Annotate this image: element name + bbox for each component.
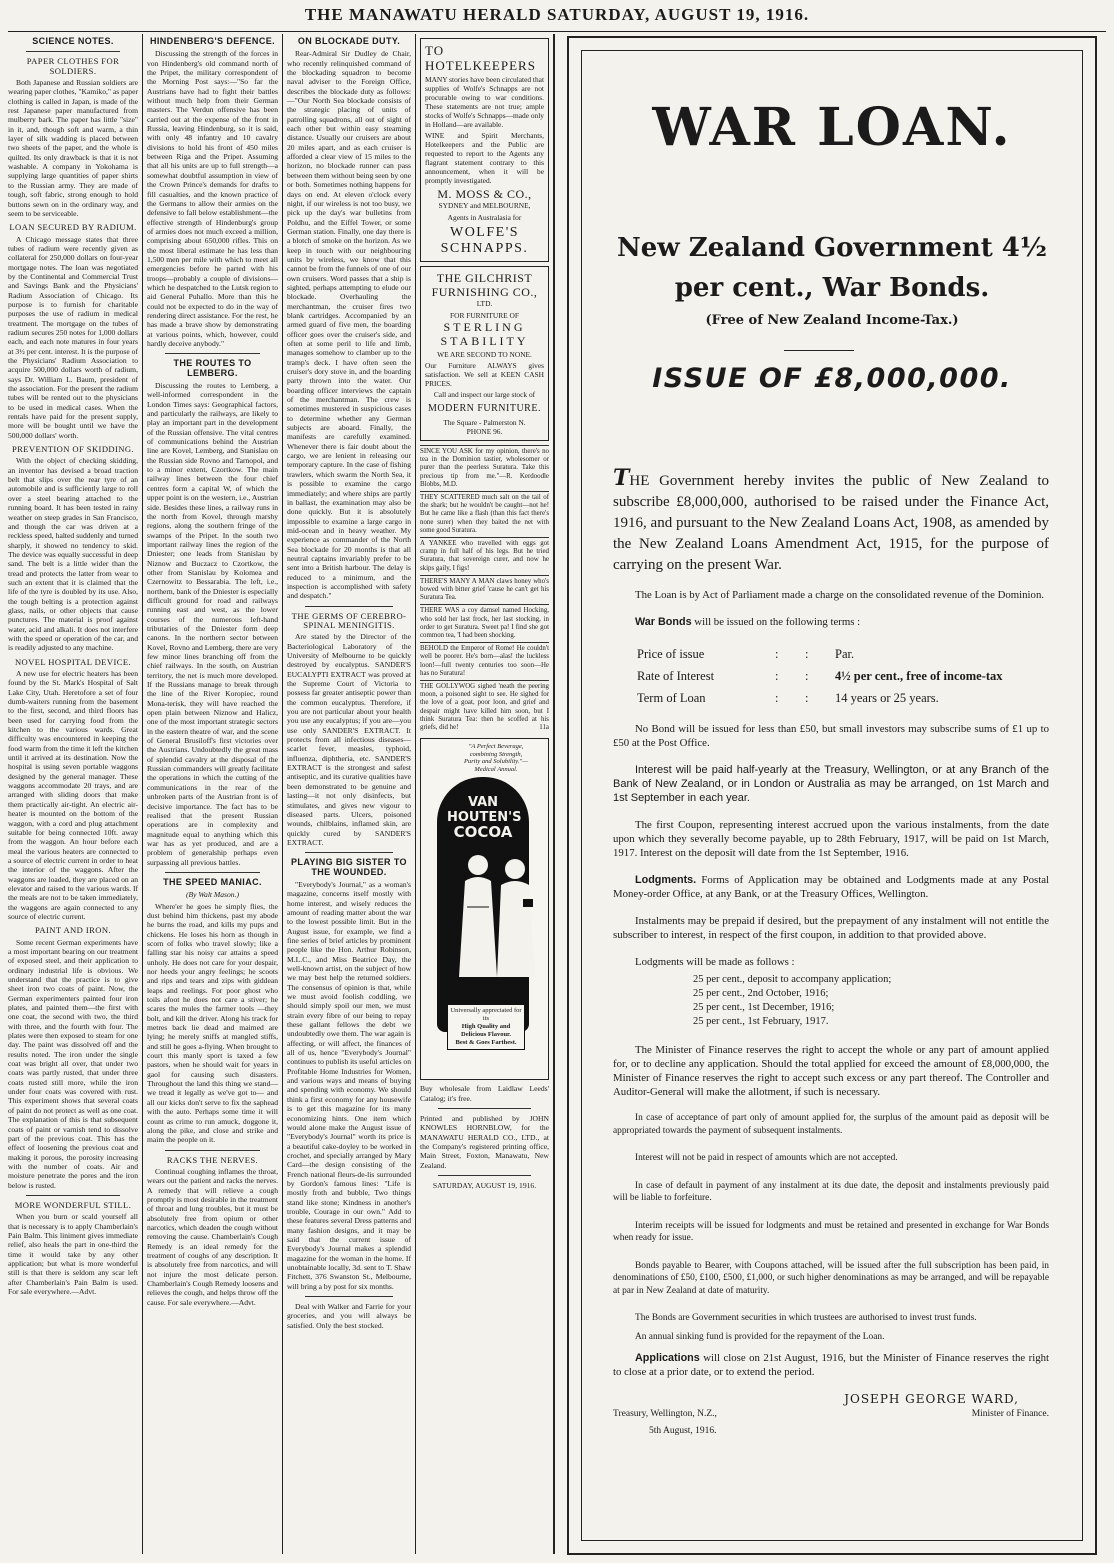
cocoa-brand-line: COCOA [453, 823, 513, 842]
term-sep: : [805, 669, 809, 683]
paragraph [613, 615, 1049, 629]
subtitle-line: New Zealand Government 4½ [617, 233, 1047, 263]
subtitle-line: per cent., War Bonds. [674, 273, 990, 303]
cocoa-tagline: "A Perfect Beverage, combining Strength, Purity and Solubility."— Medical Annual. [464, 743, 528, 773]
article-title: LOAN SECURED BY RADIUM. [9, 222, 137, 233]
paragraph: In case of default in payment of any instalment at its due date, the deposit and instalments previously paid will be liable to forfeiture. [613, 1180, 1049, 1203]
article-title: THE GERMS OF CEREBRO-SPINAL MENINGITIS. [291, 610, 407, 630]
term-value: 4½ per cent., free of income-tax [835, 669, 1003, 683]
war-loan-subtitle [569, 228, 1095, 308]
divider [305, 606, 393, 607]
tax-free-note: (Free of New Zealand Income-Tax.) [705, 313, 959, 328]
paragraph: Instalments may be prepaid if desired, but the prepayment of any instalment will not entitle the subscriber to interest, in respect of the first coupon, in addition to that provided above. [613, 915, 1049, 941]
signature-block [613, 1408, 1049, 1421]
cocoa-footer-line: High Quality and Delicious Flavour. [461, 1023, 511, 1039]
ad-gilchrist-furnishing [420, 266, 549, 441]
quip-text: THE GOLLYWOG sighed 'neath the peering moon, a poisoned sight to see. He sighed for the love of a goat, poor loon, and grief and despair might have killed him soon, but I think Suratura Tea: then he scoffed at his griefs, did he! [420, 683, 549, 732]
ad-text: MANY stories have been circulated that supplies of Wolfe's Schnapps are not procurable owing to war conditions. These statements are not true; ample stocks of Wolfe's Schnapps—made only in Holland—are available. [425, 75, 544, 129]
quip-tag: 11a [539, 724, 549, 732]
paragraph: Interest will not be paid in respect of amounts which are not accepted. [635, 1153, 898, 1163]
ad-firm: THE GILCHRIST [436, 271, 533, 285]
article-title: PAINT AND IRON. [35, 925, 111, 936]
paragraph: The Loan is by Act of Parliament made a charge on the consolidated revenue of the Dominion. [635, 589, 1045, 601]
ad-address: The Square - Palmerston N. [443, 418, 526, 427]
divider [438, 1108, 531, 1109]
ad-van-houtens-cocoa [420, 738, 549, 1080]
ad-heading: TO HOTELKEEPERS [425, 43, 536, 73]
lead-paragraph [613, 465, 1049, 576]
paragraph: In case of acceptance of part only of amount applied for, the surplus of the amount paid as deposit will be appropriated towards the payment of subsequent instalments. [613, 1113, 1049, 1136]
ad-phone: PHONE 96. [466, 427, 503, 436]
divider [165, 353, 260, 354]
terms-row [637, 688, 1009, 708]
paragraph-text: will be issued on the following terms : [694, 616, 861, 628]
cocoa-buy-note: Buy wholesale from Laidlaw Leeds' Catalog; it's free. [420, 1084, 549, 1103]
paragraph: Interest will be paid half-yearly at the Treasury, Wellington, or at any Branch of the Bank of New Zealand, or in London or Australia as may be arranged, on 1st March and 1st September in each year. [613, 764, 1049, 804]
article-body: A new use for electric heaters has been found by the St. Mark's Hospital of Salt Lake City, Utah. Heretofore a set of four dumb-waiters running from the basement to the first, second, and third floors has been used for carrying food from the kitchen to the various wards. Great difficulty was encountered in keeping the food warm from the time it left the kitchen until it arrived at its destination. Now the hospital is using seven portable waggons designed by the general manager. These waggons accommodate 20 trays, and are arranged with sliding doors that make them practically air-tight. An electric air-heater is mounted on the bottom of the waggon, with a cord and plug attachment suitable for being connected 10ft. away from the waggon. An hour before each meal the various heaters are connected to a source of electric current in order to heat the interior of the waggons. After the waggons are loaded, they are placed on an elevator and raised to the various wards. If the meals are not to be taken immediately, the waggons are again connected to any source of electric current. [8, 669, 138, 921]
schedule-item: 25 per cent., 1st December, 1916; [693, 1002, 835, 1013]
war-loan-title: WAR LOAN. [652, 97, 1012, 158]
divider [26, 1195, 120, 1196]
section-heading: HINDENBERG'S DEFENCE. [149, 36, 276, 46]
ad-call: Call and inspect our large stock of [433, 390, 536, 399]
section-heading: ON BLOCKADE DUTY. [297, 36, 401, 46]
article-title: RACKS THE NERVES. [166, 1154, 259, 1165]
paragraph: Bonds payable to Bearer, with Coupons attached, will be issued after the full subscription has been paid, in denominations of £50, £100, £500, £1,000, or such higher denominations as may be arranged, and will be repayable at par in New Zealand at date of maturity. [613, 1260, 1049, 1296]
divider [305, 1296, 393, 1297]
term-value: 14 years or 25 years. [835, 691, 939, 705]
column-adverts [420, 34, 549, 1556]
war-loan-body [613, 465, 1050, 1438]
suratura-quip: THERE'S MANY A MAN claws honey who's bowed with bitter grief 'cause he can't get his Suratura Tea. [420, 575, 549, 605]
term-label: Price of issue [637, 647, 705, 661]
ad-city: SYDNEY and MELBOURNE, [438, 201, 531, 210]
column-rule [282, 34, 283, 1554]
terms-row [637, 666, 1009, 686]
article-body: Discussing the strength of the forces in von Hindenberg's old command north of the Pripet, the military correspondent of the Morning Post says:—"So far the Austrians have had to fight their battles without much help from their German masters. The Verdun offensive has been carried out at the expense of the front in Russia, leaving Hindenburg, so it is said, with only 48 infantry and 10 cavalry divisions to hold his front of 450 miles between Riga and the Pripet. Assuming that all his units are up to full strength—a somewhat doubtful assumption in view of the Crown Prince's demands for drafts to fill casualties, and the known practice of the Germans to allow their armies on the defensive to fall below establishment—the effective strength of Hindenburg's group of armies does not much exceed a million, comprising about 650,000 rifles. This on the most liberal estimate he has less than 1,500 men per mile with which to meet all emergencies before he parted with his troops—probably a couple of divisions—which he despatched to the Lutsk region to aid General Puhallo. More than this he could not be expected to do in the way of rendering direct assistance. For the rest, he has made a brave show by demonstrating at various points, which, however, could hardly deceive anybody." [147, 49, 278, 348]
paragraph: The first Coupon, representing interest accrued upon the various instalments, from the date upon which they severally become payable, up to 28th February, 1917, will be paid on 1st March, 1917. Interest on the deposit will date from the 1st September, 1916. [613, 819, 1049, 859]
article-body: A Chicago message states that three tubes of radium were recently given as collateral for 250,000 dollars on four-year mortgage notes. The loan was negotiated by the Continental and Commercial Trust and Savings Bank and the Physicians' Radium Association of Chicago. Its purpose is to furnish for charitable purposes the use of radium in medical treatment. The mortgage on the tubes of radium secures 250 notes for 1,000 dollars each, and each note matures in four years at 3½ per cent. interest. It is the purpose of the Physicians' Radium Association to acquire 500,000 dollars worth of radium, says Dr. William L. Baum, president of the association. For the present the radium tubes will be rented out to the physicians to be used in medical cases. When the rentals have paid for the present supply, more will be bought until we have the 500,000 dollars' worth. [8, 234, 138, 440]
divider [305, 852, 393, 853]
column-rule [553, 34, 555, 1554]
cocoa-brand-line: HOUTEN'S [447, 810, 522, 826]
ad-for: FOR FURNITURE OF [450, 311, 519, 320]
term-sep: : [805, 647, 809, 661]
article-title: THE SPEED MANIAC. [163, 876, 262, 887]
ad-agents: Agents in Australasia for [447, 213, 522, 222]
divider [438, 1175, 531, 1176]
column-blockade [287, 34, 411, 1556]
bold-lead: War Bonds [635, 616, 692, 628]
imprint-date: SATURDAY, AUGUST 19, 1916. [432, 1181, 537, 1191]
date: 5th August, 1916. [649, 1426, 717, 1436]
column-rule [415, 34, 416, 1554]
section-heading: SCIENCE NOTES. [32, 36, 114, 46]
drop-cap: T [613, 465, 630, 491]
column-hindenberg [147, 34, 278, 1556]
ad-text: Our Furniture ALWAYS gives satisfaction. We sell at KEEN CASH PRICES. [425, 361, 544, 388]
paragraph-text: Forms of Application may be obtained and Lodgments made at any Postal Money-order Office, at any Bank, or at the Treasury Offices, Wellington. [613, 874, 1049, 900]
bond-terms-table [635, 642, 1011, 710]
article-body: Continual coughing inflames the throat, wears out the patient and racks the nerves. A remedy that will relieve a cough promptly is most desirable in the treatment of throat and lung troubles, but it must be absolutely free from opium or other narcotics, which deaden the cough without removing the cause. Chamberlain's Cough Remedy is an ideal remedy for the treatment of coughs of any description. It is absolutely free from narcotics, and will not injure the most delicate person. Chamberlain's Cough Remedy loosens and relieves the cough, and helps throw off the cause. For sale everywhere.—Advt. [147, 1166, 278, 1307]
article-body: When you burn or scald yourself all that is necessary is to apply Chamberlain's Pain Balm. This liniment gives immediate relief, also heals the part in one-third the time it would take by any other application; but what is more wonderful still is that there is seldom any scar left after Chamberlain's Pain Balm is used. For sale everywhere.—Advt. [8, 1212, 138, 1296]
divider [165, 872, 260, 873]
cocoa-brand-line: VAN [467, 795, 499, 811]
ad-firm: M. MOSS & CO., [437, 187, 532, 201]
woman-figure-illustration [493, 847, 543, 987]
schedule-item: 25 per cent., deposit to accompany application; [693, 974, 892, 985]
ad-brand: WOLFE'S SCHNAPPS. [440, 225, 529, 256]
cocoa-footer [447, 1004, 525, 1050]
ad-text: WINE and Spirit Merchants, Hotelkeepers and the Public are requested to report to the Agents any flagrant statement contrary to this announcement, when it will be promptly investigated. [425, 131, 544, 185]
divider [26, 51, 120, 52]
cocoa-footer-line: Best & Goes Farthest. [455, 1039, 517, 1047]
article-title: NOVEL HOSPITAL DEVICE. [14, 656, 132, 667]
suratura-quip [420, 680, 549, 734]
term-label: Rate of Interest [637, 669, 715, 683]
article-body: Some recent German experiments have a most important bearing on our treatment of exposed steel, and their application to ordinary industrial life is obvious. We understand that the practice is to give sheet iron two coats of paint. Now, the German experimenters painted four iron plates, and painted them—the first with one coat, the second with two, the third with three, and the fourth with four. The plates were then exposed to steam for one day. The paint was dissolved off and the results noted. The iron under the single coat was bright all over, that under two coats was partly rusted, that under three coats rusted still more, while the iron under four coats was covered with rust. This experiment shows that several coats of paint do not protect as well as one coat. The explanation of this is that subsequent coats of paint or varnish tend to dissolve part of the previous coat. This has the effect of loosening the previous coat and making it porous, the porosity increasing with the number of coats. Air and moisture penetrate the pores and the iron below is rusted. [8, 937, 138, 1190]
suratura-quip: A YANKEE who travelled with eggs got cramp in full half of his legs. But he tried Suratura, that sovereign curer, and now he skips gaily, I figs! [420, 537, 549, 575]
article-body: With the object of checking skidding, an inventor has devised a broad traction belt that slips over the rear tyre of an automobile and is sufficiently large to roll over a steel bearing attached to the running board. It has been tested in rainy weather on steep grades in San Francisco, and though the car was driven at a reckless speed, halted suddenly and turned sharply, it showed no tendency to skid. The device was equally successful in deep sand. The belt is a little wider than the tread and protects the latter from wear to such an extent that it is claimed that the life of the tyre is doubled by its use. Also, the tough belting is a protection against glass, nails, or other objects that cause punctures. The material is proof against water, acid and alkali. It does not interfere with the speed or operation of the car, and is readily adjusted to any machine. [8, 456, 138, 653]
ad-modern: MODERN FURNITURE. [428, 403, 541, 414]
place: Treasury, Wellington, N.Z., [613, 1409, 717, 1419]
paragraph: No Bond will be issued for less than £50, but small investors may subscribe sums of £1 up to £50 at the Post Office. [613, 723, 1049, 749]
article-body: Both Japanese and Russian soldiers are wearing paper clothes, "Kamiko," as paper clothing is called in Japan, is made of the rest Japanese paper manufactured from mulberry bark. The paper has little "size" in it, and, though soft and warm, a thin layer of silk wadding is placed between two sheets of the paper, and the whole is quilted. Its only drawback is that it is not washable. A company in Yokohama is supplying large quantities of paper shirts to the Russian army. They are made of tough, soft fabric, strong enough to hold buttons sewn on in the ordinary way, and seem to be serviceable. [8, 78, 138, 218]
article-title: PLAYING BIG SISTER TO THE WOUNDED. [291, 857, 407, 877]
paragraph [613, 1351, 1049, 1379]
masthead-rule [8, 31, 1106, 32]
article-title: PAPER CLOTHES FOR SOLDIERS. [26, 56, 120, 76]
bold-lead: Lodgments. [635, 874, 697, 886]
lead-text: HE Government hereby invites the public of New Zealand to subscribe £8,000,000, authorised to be raised under the Finance Act, 1916, and pursuant to the New Zealand Loans Act, 1908, as amended by the New Zealand Loans Amendment Act, 1915, for the purpose of carrying on the present War. [613, 473, 1049, 573]
schedule-item: 25 per cent., 1st February, 1917. [693, 1016, 829, 1027]
paragraph: An annual sinking fund is provided for the repayment of the Loan. [635, 1331, 885, 1342]
bold-lead: Applications [635, 1352, 700, 1364]
ad-firm: FURNISHING CO., [431, 285, 538, 299]
cocoa-brand [447, 795, 522, 842]
ad-ltd: LTD. [476, 299, 493, 308]
article-body: Where'er he goes he simply flies, the dust behind him thickens, past my abode he burns the road, and kills my pups and chickens. He loses his horn as though in scorn of folks who travel slowly; like a falling star his noisy car attains a speed unholy. He does not care for your despair, nor heeds your angry feelings; he scoots and rips and tears and zips with giddean leaps and reelings. For poor ghost who toils afoot he does not care a stiver; he scares the mules the farmer tools —they bolt, and kill the driver. Along his track for metres back lie dead and maimed are lying; he merely sniffs at mangled stiffs, and still he goes a-flying. When brought to court this manly sport is taxed a few pastors, when he should wait for years in gaol for causing such disasters. Throughout the land this thing we stand— we tread it legally as we've got to— and all our kicks don't serve to fix the saphead with the auto. Perhaps some time it will count as crime to run amuck, doggone it, along the pike, and close and strike and maim the people on it. [147, 901, 278, 1145]
column-science-notes [8, 34, 138, 1556]
paragraph: Lodgments will be made as follows : [635, 956, 795, 968]
paragraph [613, 873, 1049, 901]
war-loan-advert [567, 36, 1097, 1555]
article-body: Are stated by the Director of the Bacteriological Laboratory of the University of Melbourne to be quickly destroyed by eucalyptus. SANDER'S EUCALYPTI EXTRACT was proved at the Supreme Court of Victoria to possess far greater antiseptic power than the common eucalyptus. Therefore, if you are not particular about your health you use any eucalyptus; if you are—you use only SANDER'S EXTRACT. It protects from all infectious diseases—scarlet fever, measles, typhoid, influenza, diphtheria, etc. SANDER'S EXTRACT is the strongest and safest antiseptic, and its curative qualities have been demonstrated to be genuine and lasting—it not only disinfects, but stimulates, and gives new vigour to diseased parts. Ulcers, poisoned wounds, chilblains, inflamed skin, are quickly cured by SANDER'S EXTRACT. [287, 632, 411, 847]
cocoa-panel [437, 777, 529, 1032]
term-label: Term of Loan [637, 691, 706, 705]
paragraph-text: will close on 21st August, 1916, but the Minister of Finance reserves the right to close at a prior date, or to extend the period. [613, 1352, 1050, 1378]
suratura-quip: THERE WAS a coy damsel named Hocking, who sold her last frock, her last stocking, in order to get Suratura. Sweet pa! I find she got common tea, 'I had been shocking. [420, 604, 549, 642]
ad-wolfes-schnapps [420, 38, 549, 262]
column-rule [142, 34, 143, 1554]
ad-stability: STABILITY [440, 334, 529, 348]
article-title: THE ROUTES TO LEMBERG. [173, 358, 252, 378]
suratura-quip: THEY SCATTERED much salt on the tail of the shark; but he wouldn't be caught—not he! But he came like a flash (than this fact there's none surer) when they baited the net with some good Suratura. [420, 491, 549, 537]
paragraph: The Bonds are Government securities in which trustees are authorised to invest trust funds. [635, 1313, 977, 1323]
suratura-quip: BEHOLD the Emperor of Rome! He couldn't well be poorer. He's born—alas! the luckless loon!—full twenty centuries too soon—He has no Suratura! [420, 642, 549, 680]
article-body: Rear-Admiral Sir Dudley de Chair, who recently relinquished command of the blockading squadron to become naval adviser to the Foreign Office, describes the blockade duty as follows:—"Our North Sea blockade consists of the strategic placing of units of patrolling squadrons, all out of sight of each other but within easy steaming distance. Usually our cruisers are about 20 miles apart, and as each cruiser is afforded a clear view of 15 miles to the horizon, no blockade runner can pass between them without being seen by one or both. Sometimes nothing happens for days on end. At eleven o'clock every night, if our wireless is not too busy, we pick up the day's war bulletins from Poldhu, and the Eiffel Tower, or some German station. Finally, one day there is a blotch of smoke on the horizon. As we keep in touch with our neighbouring units by wireless, we know that this cannot be from the funnels of one of our own cruisers. Word passes that a ship is sighted, perhaps attempting to elude our blockade. Overhauling the merchantman, the cruiser fires two blank cartridges. Accompanied by an armed guard of five men, the boarding officer goes over the cruiser's side, and often at some peril to life and limb, manages somehow to clamber up to the tramp's deck. I have often seen the cruiser's dory stove in, and the boarding party thrown into the water. Our boarding officer interviews the captain of the merchantman. The crew is sometimes mustered in suspicious cases to determine whether any German subjects are aboard. Finally, the manifests are carefully examined. Whenever there is fair doubt about the cargo, we are lenient in releasing our temporary capture. In the case of fishing trawlers, which swarm the North Sea, it is possible to examine the cargo immediately; and where ships are partly in ballast, the examination may also be done quickly. But it is absolutely impossible to examine a large cargo in mid-ocean and in heavy weather. My experience as commander of the North Sea blockade for 20 months is that all neutral captains invariably prefer to be sent into a British harbour. The delay is reduced to a minimum, and the inspection is accomplished with safety and despatch." [287, 49, 411, 601]
article-body: Deal with Walker and Farrie for your groceries, and you will always be satisfied. Only the best stocked. [287, 1302, 411, 1330]
paragraph: Interim receipts will be issued for lodgments and must be retained and presented in exchange for War Bonds when ready for issue. [613, 1220, 1049, 1243]
issue-amount: ISSUE OF £8,000,000. [652, 363, 1012, 394]
article-title: PREVENTION OF SKIDDING. [11, 444, 135, 455]
ad-sterling: STERLING [443, 320, 526, 334]
lodgment-schedule [693, 973, 1049, 1029]
article-body: "Everybody's Journal," as a woman's magazine, concerns itself mostly with home interest, and wisely reduces the amount of reading matter about the war to the lowest possible limit. But in the August issue, for example, we find a fine series of brief articles by prominent people like the Hon. Arthur Robinson, M.L.C., and Miss Beatrice Day, the well-known artist, on the subject of how we may best help the returned soldiers. The consensus of opinion is that, while we must avoid foolish coddling, we should simply spoil our men, we must strain every fibre of our being to repay these gallant fellows the debt we undoubtedly owe them. The war again is affecting, or will affect, the finances of all of us, hence "Everybody's Journal" continues to publish its useful articles on Profitable Home Industries for Women, and various ways and means of buying and spending with economy. We should think a first economy for any housewife is to get this magazine for its many economizing hints. One item which would alone make the August issue of "Everybody's Journal" worth its price is a beautiful cake-doyley to be worked in crochet, and specially arranged by Mary Card—the design consisting of the French national fleurs-de-lis surrounded by Gordon's famous lines: "Life is mostly froth and bubble, Two things stand like stone; Kindness in another's trouble, Courage in our own." Add to these features several Dress patterns and many fashion designs, and it may be said that the current issue of Everybody's Journal makes a splendid magazine for the woman in the home. If unobtainable locally, 3d. sent to T. Shaw Fitchett, 376 Swanston St., Melbourne, will bring a by post for six months. [287, 879, 411, 1291]
schedule-item: 25 per cent., 2nd October, 1916; [693, 988, 829, 999]
term-sep: : [775, 691, 779, 705]
signatory: JOSEPH GEORGE WARD, [844, 1392, 1019, 1406]
term-sep: : [775, 647, 779, 661]
suratura-quip: SINCE YOU ASK for my opinion, there's no tea in the Dominion tastier, wholesomer or purer than the peerless Suratura. Take this precious tip from me."—R. Kerdoodle Blobbs, M.D. [420, 445, 549, 491]
masthead: THE MANAWATU HERALD SATURDAY, AUGUST 19, 1916. [304, 5, 810, 24]
term-sep: : [775, 669, 779, 683]
article-title: MORE WONDERFUL STILL. [14, 1199, 132, 1210]
printer-imprint: Printed and published by JOHN KNOWLES HORNBLOW, for the MANAWATU HERALD CO., LTD., at the Company's registered printing office, Main Street, Foxton, Manawatu, New Zealand. [420, 1113, 549, 1170]
terms-row [637, 644, 1009, 664]
byline: (By Walt Mason.) [185, 890, 240, 900]
paragraph: The Minister of Finance reserves the right to accept the whole or any part of amount applied for, or to decline any application. Should the total applied for exceed the amount of £8,000,000, the Minister of Finance reserves the right to accept such excess or any part thereof. The Controller and Auditor-General will make the allotment, if such is necessary. [613, 1044, 1049, 1098]
divider [165, 1150, 260, 1151]
cocoa-footer-line: Universally appreciated for its [450, 1007, 522, 1023]
term-sep: : [805, 691, 809, 705]
ad-second: WE ARE SECOND TO NONE. [437, 350, 532, 359]
term-value: Par. [835, 647, 855, 661]
divider [784, 350, 854, 351]
article-body: Discussing the routes to Lemberg, a well-informed correspondent in the London Times says: Geographical factors, and particularly the railways, are likely to play an important part in the development of the Russian offensive. The vital centres of communications behind the Austrian line are Kovel, Lemberg, and Stanislau on the Russian side Rovno and Tarnopol, and to a minor extent, Czortkow. The main railway lines between the four chief centres form a capital W, of which the upper point is on the western, i.e., Austrian side. Besides these lines, a railway runs in the north from Kovel, through marshy regions, along the southern fringe of the swamps of the Pripet. In the south two important railway lines the region of the Dniester; one leads from Stanislau by Niznow and Buczacz to Czortkow, the other from Stanislau by Kolomea and Czernowitz to Bessarabia. The left, i.e., northern, bank of the Dniester is especially difficult ground for road and railways running east and west, as the lower courses of the numerous left-hand tributaries of the Dniester form deep canons. In the northern sector between Kovel, Rovno and Lemberg, there are very few minor lines branching off from the chief railways. In the south, on Austrian territory, the net is much more developed. If the Russians manage to break through the line of the River Koropiec, round Mona-terisk, they will have reached the open plain between Niznow and Halicz, one of the most important strategic sectors in the eastern theatre of war, and the scene of General Brusiloff's first victories over the Austrians. Undoubtedly the great mass of splendid cavalry at the disposal of the Russian commanders will greatly facilitate the operations in which the cutting of the communications in the rear of the unbroken parts of the Austrian front is of decisive importance. The fact has to be realised that the present Russian operations are in complexity and magnitude equal to anything which this war has as yet produced, and are a problem of generalship perhaps even surpassing all previous battles. [147, 381, 278, 867]
office: Minister of Finance. [971, 1409, 1049, 1419]
